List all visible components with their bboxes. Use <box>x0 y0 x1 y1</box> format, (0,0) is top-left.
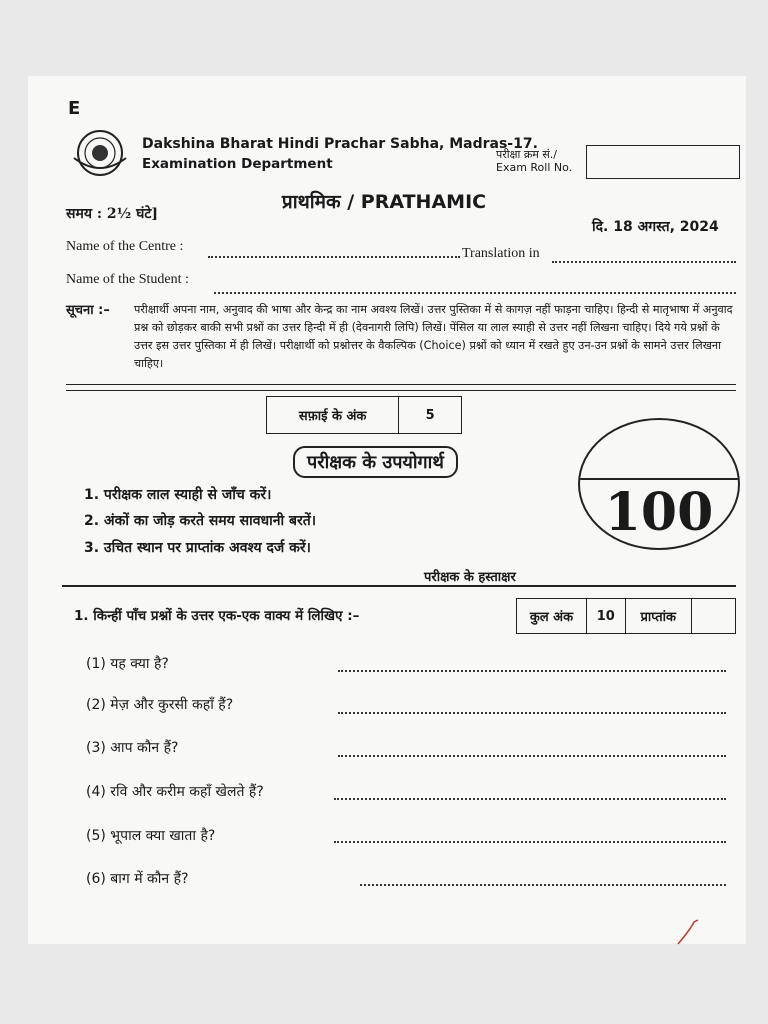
answer-line[interactable] <box>334 841 726 843</box>
answer-line[interactable] <box>338 712 726 714</box>
exam-title: प्राथमिक / PRATHAMIC <box>281 191 487 213</box>
answer-line[interactable] <box>338 755 726 757</box>
question-item: (1) यह क्या है? <box>86 656 169 672</box>
total-marks-value: 10 <box>586 599 625 634</box>
centre-name-label: Name of the Centre : <box>66 239 184 254</box>
total-marks-label: कुल अंक <box>517 599 587 634</box>
roll-number-label-english: Exam Roll No. <box>496 161 573 174</box>
notice-label: सूचना :– <box>66 303 110 318</box>
examiner-signature-label: परीक्षक के हस्ताक्षर <box>424 570 516 585</box>
question-item: (3) आप कौन हैं? <box>86 740 179 756</box>
roll-number-box[interactable] <box>586 145 740 179</box>
roll-number-label-hindi: परीक्षा क्रम सं./ <box>496 148 557 161</box>
red-pen-mark-icon <box>676 918 716 946</box>
translation-label: Translation in <box>462 246 540 261</box>
section-divider <box>62 585 736 587</box>
question-item: (5) भूपाल क्या खाता है? <box>86 828 216 844</box>
question-item: (6) बाग में कौन हैं? <box>86 871 189 887</box>
answer-line[interactable] <box>360 884 726 886</box>
divider-line <box>66 390 736 391</box>
answer-line[interactable] <box>338 670 726 672</box>
neatness-marks: 5 <box>399 397 462 434</box>
question-item: (4) रवि और करीम कहाँ खेलते हैं? <box>86 784 264 800</box>
student-name-line[interactable] <box>214 292 736 294</box>
examiner-use-heading: परीक्षक के उपयोगार्थ <box>293 446 458 478</box>
neatness-label: सफ़ाई के अंक <box>267 397 399 434</box>
student-name-label: Name of the Student : <box>66 272 189 287</box>
question-1-heading: 1. किन्हीं पाँच प्रश्नों के उत्तर एक-एक वाक्य में लिखिए :– <box>74 608 360 624</box>
department-name: Examination Department <box>142 156 333 172</box>
organisation-name: Dakshina Bharat Hindi Prachar Sabha, Madras-17. <box>142 136 538 152</box>
examiner-instruction: 1. परीक्षक लाल स्याही से जाँच करें। <box>84 487 272 503</box>
notice-text: परीक्षार्थी अपना नाम, अनुवाद की भाषा और केन्द्र का नाम अवश्य लिखें। उत्तर पुस्तिका में से कागज़ नहीं फाड़ना चाहिए। हिन्दी से मातृभाषा में अनुवाद प्रश्न को छोड़कर बाकी सभी प्रश्नों का उत्तर हिन्दी में ही (देवनागरी लिपि) लिखें। पेंसिल या लाल स्याही से उत्तर नहीं लिखना चाहिए। दिये गये प्रश्नों के उत्तर इस उत्तर पुस्तिका में ही लिखें। परीक्षार्थी को प्रश्नोत्तर के वैकल्पिक (Choice) प्रश्नों को ध्यान में रखते हुए उन-उन प्रश्नों के सामने उत्तर लिखना चाहिए। <box>134 303 733 370</box>
question-item: (2) मेज़ और कुरसी कहाँ हैं? <box>86 697 234 713</box>
exam-duration: समय : 2½ घंटे] <box>66 206 159 222</box>
series-letter: E <box>68 98 81 119</box>
examiner-instruction: 2. अंकों का जोड़ करते समय सावधानी बरतें। <box>84 513 317 529</box>
total-marks-circle <box>578 418 740 550</box>
total-max-marks: 100 <box>604 482 714 543</box>
centre-name-line[interactable] <box>208 256 460 258</box>
exam-date: दि. 18 अगस्त, 2024 <box>592 219 719 235</box>
obtained-marks-box[interactable] <box>691 599 735 634</box>
neatness-marks-table <box>266 396 462 434</box>
sabha-emblem-icon <box>70 128 130 178</box>
answer-line[interactable] <box>334 798 726 800</box>
question-1-marks-table <box>516 598 736 634</box>
examiner-instruction: 3. उचित स्थान पर प्राप्तांक अवश्य दर्ज करें। <box>84 540 311 556</box>
obtained-marks-label: प्राप्तांक <box>625 599 691 634</box>
translation-line[interactable] <box>552 261 736 263</box>
divider-line <box>66 384 736 385</box>
